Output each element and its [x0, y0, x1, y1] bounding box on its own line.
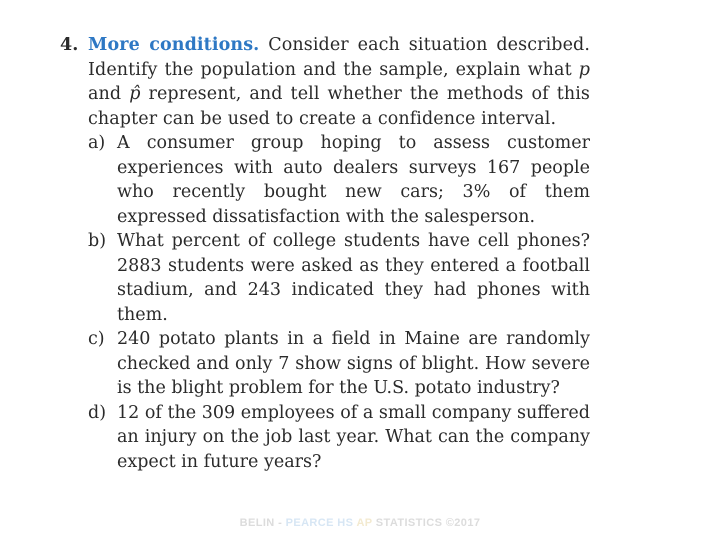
p-hat-symbol: p̂ — [129, 84, 141, 104]
part-label: a) — [88, 133, 106, 153]
part-text: What percent of college students have cell phones? 2883 students were asked as they entered a football stadium, and 243 indicated they had phones with them. — [117, 231, 590, 325]
part-label: b) — [88, 231, 107, 251]
footer-ap: AP — [353, 517, 373, 529]
page-footer — [0, 517, 720, 529]
problem-4 — [60, 33, 590, 474]
footer-school-name: PEARCE HS — [285, 517, 354, 529]
intro-text-2: and — [88, 84, 130, 104]
part-b — [88, 229, 590, 327]
footer-course: STATISTICS ©2017 — [372, 517, 481, 529]
problem-title: More conditions. — [88, 35, 260, 55]
part-c — [88, 327, 590, 401]
intro-text-1: Consider each situation described. Identify the population and the sample, explain what — [88, 35, 590, 80]
problem-number: 4. — [60, 35, 79, 55]
footer-school: BELIN - — [239, 517, 286, 529]
problem-parts-list — [60, 131, 590, 474]
part-d — [88, 401, 590, 475]
part-text: A consumer group hoping to assess customer experiences with auto dealers surveys 167 people who recently bought new cars; 3% of them expressed dissatisfaction with the salesperson. — [117, 133, 590, 227]
part-label: c) — [88, 329, 105, 349]
p-symbol: p — [578, 59, 590, 80]
part-label: d) — [88, 402, 107, 423]
intro-text-3: represent, and tell whether the methods of this chapter can be used to create a confidence interval. — [88, 84, 590, 129]
part-text: 12 of the 309 employees of a small company suffered an injury on the job last year. What can the company expect in future years? — [117, 402, 590, 472]
part-text: 240 potato plants in a field in Maine are randomly checked and only 7 show signs of blight. How severe is the blight problem for the U.S. potato industry? — [117, 329, 590, 398]
part-a — [88, 131, 590, 229]
problem-intro-text — [88, 33, 590, 131]
problem-intro — [60, 33, 590, 131]
